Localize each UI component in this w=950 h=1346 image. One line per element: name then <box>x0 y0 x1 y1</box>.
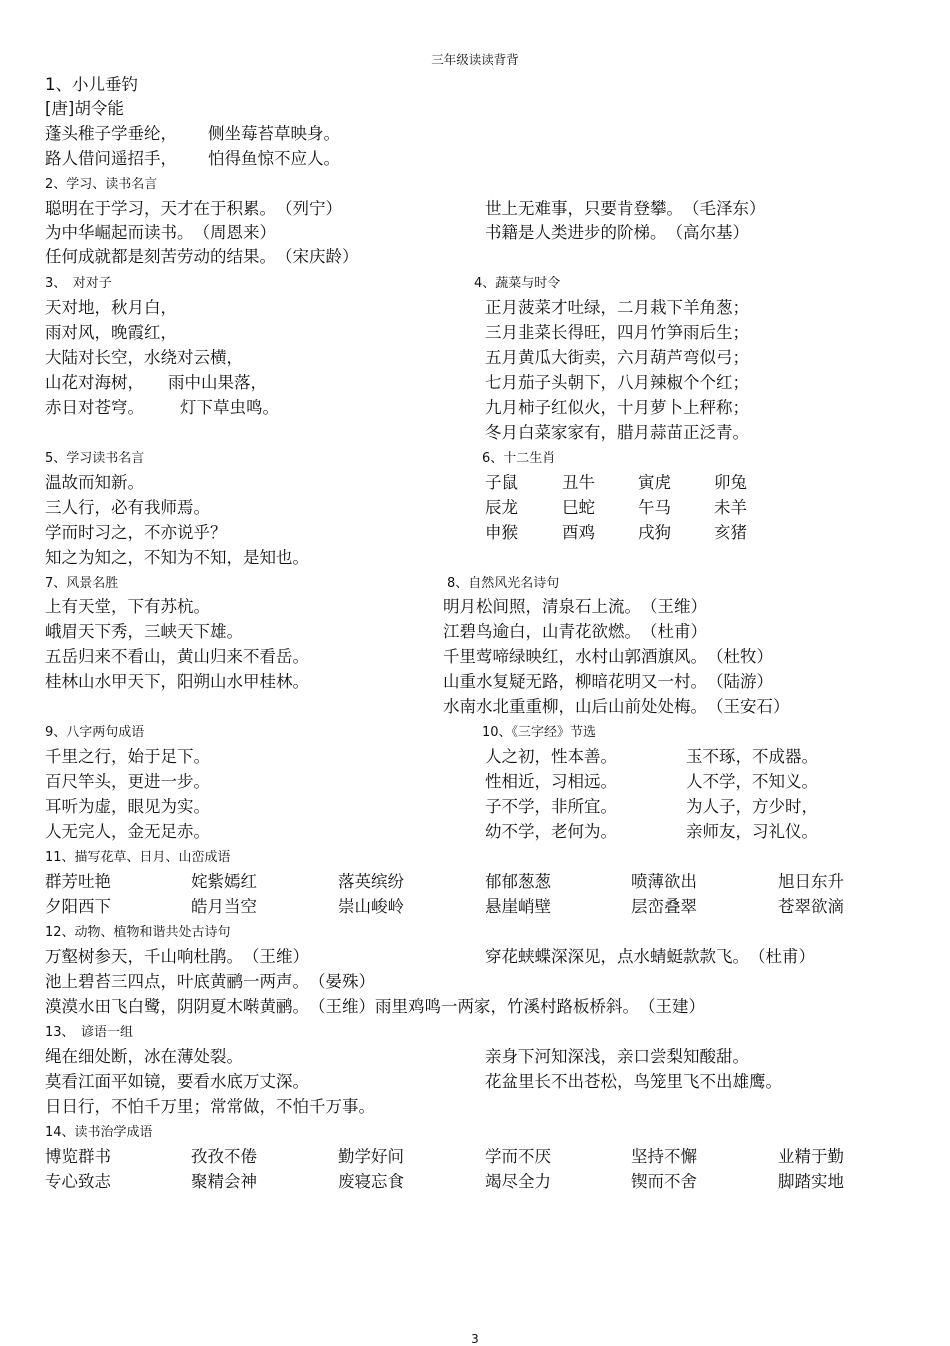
couplet-line: 灯下草虫鸣。 <box>180 398 279 417</box>
saying-line: 知之为知之，不知为不知，是知也。 <box>45 548 309 567</box>
classic-line: 子不学，非所宜。 <box>485 797 617 816</box>
classic-line: 玉不琢，不成器。 <box>686 747 818 766</box>
idiom-item: 旭日东升 <box>778 872 844 891</box>
poem-title: 1、小儿垂钓 <box>45 75 138 94</box>
poem-author: [唐]胡令能 <box>45 99 124 118</box>
idiom-item: 学而不厌 <box>485 1147 551 1166</box>
proverb-line: 日日行，不怕千万里；常常做，不怕千万事。 <box>45 1097 375 1116</box>
idiom-item: 坚持不懈 <box>631 1147 697 1166</box>
idiom-item: 姹紫嫣红 <box>191 872 257 891</box>
idiom-item: 崇山峻岭 <box>338 897 404 916</box>
idiom-item: 郁郁葱葱 <box>485 872 551 891</box>
page-title: 三年级读读背背 <box>431 52 519 67</box>
section-heading: 4、蔬菜与时令 <box>474 276 561 291</box>
idiom-item: 夕阳西下 <box>45 897 111 916</box>
proverb-line: 绳在细处断，冰在薄处裂。 <box>45 1047 243 1066</box>
verse-line: 万壑树参天，千山响杜鹃。 （王维） <box>45 947 309 966</box>
quote-line: 任何成就都是刻苦劳动的结果。 （宋庆龄） <box>45 247 359 266</box>
zodiac-item: 子鼠 <box>485 473 518 492</box>
couplet-line: 赤日对苍穹。 <box>45 398 144 417</box>
rhyme-line: 七月茄子头朝下，八月辣椒个个红； <box>485 373 749 392</box>
section-heading: 3、 对对子 <box>45 276 112 291</box>
idiom-item: 废寝忘食 <box>338 1172 404 1191</box>
zodiac-item: 巳蛇 <box>562 498 595 517</box>
couplet-line: 雨对风，晚霞红， <box>45 323 177 342</box>
idiom-item: 业精于勤 <box>778 1147 844 1166</box>
idiom-line: 人无完人，金无足赤。 <box>45 822 210 841</box>
idiom-item: 悬崖峭壁 <box>485 897 551 916</box>
poem-line: 路人借问遥招手， <box>45 149 177 168</box>
quote-line: 世上无难事，只要肯登攀。 （毛泽东） <box>485 199 766 218</box>
section-heading: 10、《三字经》节选 <box>482 725 597 740</box>
idiom-item: 专心致志 <box>45 1172 111 1191</box>
classic-line: 幼不学，老何为。 <box>485 822 617 841</box>
proverb-line: 花盆里长不出苍松，鸟笼里飞不出雄鹰。 <box>485 1072 782 1091</box>
idiom-item: 聚精会神 <box>191 1172 257 1191</box>
classic-line: 人之初，性本善。 <box>485 747 617 766</box>
verse-line: 穿花蛱蝶深深见，点水蜻蜓款款飞。 （杜甫） <box>485 947 815 966</box>
idiom-item: 群芳吐艳 <box>45 872 111 891</box>
section-heading: 9、八字两句成语 <box>45 725 145 740</box>
idiom-line: 百尺竿头，更进一步。 <box>45 772 210 791</box>
idiom-item: 皓月当空 <box>191 897 257 916</box>
zodiac-item: 申猴 <box>485 523 518 542</box>
poem-line: 侧坐莓苔草映身。 <box>208 124 340 143</box>
idiom-item: 孜孜不倦 <box>191 1147 257 1166</box>
idiom-item: 苍翠欲滴 <box>778 897 844 916</box>
zodiac-item: 卯兔 <box>714 473 747 492</box>
section-heading: 2、学习、读书名言 <box>45 177 158 192</box>
idiom-item: 锲而不舍 <box>631 1172 697 1191</box>
idiom-item: 落英缤纷 <box>338 872 404 891</box>
section-heading: 13、 谚语一组 <box>45 1025 134 1040</box>
couplet-line: 天对地，秋月白， <box>45 298 177 317</box>
classic-line: 亲师友，习礼仪。 <box>686 822 818 841</box>
section-heading: 11、描写花草、日月、山峦成语 <box>45 850 231 865</box>
verse-line: 明月松间照，清泉石上流。 （王维） <box>443 597 707 616</box>
verse-line: 水南水北重重柳，山后山前处处梅。 （王安石） <box>443 697 790 716</box>
page-number: 3 <box>471 1332 479 1346</box>
saying-line: 温故而知新。 <box>45 473 144 492</box>
zodiac-item: 丑牛 <box>562 473 595 492</box>
couplet-line: 山花对海树， <box>45 373 144 392</box>
section-heading: 12、动物、植物和谐共处古诗句 <box>45 925 231 940</box>
section-heading: 5、学习读书名言 <box>45 451 145 466</box>
proverb-line: 莫看江面平如镜，要看水底万丈深。 <box>45 1072 309 1091</box>
zodiac-item: 午马 <box>638 498 671 517</box>
scenery-line: 五岳归来不看山，黄山归来不看岳。 <box>45 647 309 666</box>
verse-line: 千里莺啼绿映红，水村山郭酒旗风。 （杜牧） <box>443 647 773 666</box>
couplet-line: 雨中山果落， <box>168 373 267 392</box>
verse-line: 漠漠水田飞白鹭，阴阴夏木啭黄鹂。 （王维）雨里鸡鸣一两家，竹溪村路板桥斜。 （王建） <box>45 997 705 1016</box>
rhyme-line: 三月韭菜长得旺，四月竹笋雨后生； <box>485 323 749 342</box>
classic-line: 为人子，方少时， <box>686 797 818 816</box>
poem-line: 怕得鱼惊不应人。 <box>208 149 340 168</box>
section-heading: 14、读书治学成语 <box>45 1125 153 1140</box>
quote-line: 聪明在于学习，天才在于积累。 （列宁） <box>45 199 342 218</box>
zodiac-item: 辰龙 <box>485 498 518 517</box>
rhyme-line: 正月菠菜才吐绿，二月栽下羊角葱； <box>485 298 749 317</box>
rhyme-line: 九月柿子红似火，十月萝卜上秤称； <box>485 398 749 417</box>
scenery-line: 桂林山水甲天下，阳朔山水甲桂林。 <box>45 672 309 691</box>
rhyme-line: 冬月白菜家家有，腊月蒜苗正泛青。 <box>485 423 749 442</box>
poem-line: 蓬头稚子学垂纶， <box>45 124 177 143</box>
quote-line: 为中华崛起而读书。 （周恩来） <box>45 223 276 242</box>
idiom-item: 博览群书 <box>45 1147 111 1166</box>
section-heading: 8、自然风光名诗句 <box>447 576 560 591</box>
section-heading: 7、风景名胜 <box>45 576 119 591</box>
idiom-line: 耳听为虚，眼见为实。 <box>45 797 210 816</box>
classic-line: 性相近，习相远。 <box>485 772 617 791</box>
scenery-line: 峨眉天下秀，三峡天下雄。 <box>45 622 243 641</box>
idiom-item: 层峦叠翠 <box>631 897 697 916</box>
zodiac-item: 戌狗 <box>638 523 671 542</box>
zodiac-item: 酉鸡 <box>562 523 595 542</box>
zodiac-item: 亥猪 <box>714 523 747 542</box>
verse-line: 江碧鸟逾白，山青花欲燃。 （杜甫） <box>443 622 707 641</box>
idiom-item: 脚踏实地 <box>778 1172 844 1191</box>
saying-line: 三人行，必有我师焉。 <box>45 498 210 517</box>
saying-line: 学而时习之，不亦说乎？ <box>45 523 227 542</box>
idiom-item: 勤学好问 <box>338 1147 404 1166</box>
zodiac-item: 寅虎 <box>638 473 671 492</box>
idiom-item: 喷薄欲出 <box>631 872 697 891</box>
classic-line: 人不学，不知义。 <box>686 772 818 791</box>
verse-line: 山重水复疑无路，柳暗花明又一村。 （陆游） <box>443 672 773 691</box>
zodiac-item: 未羊 <box>714 498 747 517</box>
verse-line: 池上碧苔三四点，叶底黄鹂一两声。 （晏殊） <box>45 972 375 991</box>
section-heading: 6、十二生肖 <box>482 451 556 466</box>
rhyme-line: 五月黄瓜大街卖，六月葫芦弯似弓； <box>485 348 749 367</box>
idiom-line: 千里之行，始于足下。 <box>45 747 210 766</box>
proverb-line: 亲身下河知深浅，亲口尝梨知酸甜。 <box>485 1047 749 1066</box>
scenery-line: 上有天堂，下有苏杭。 <box>45 597 210 616</box>
idiom-item: 竭尽全力 <box>485 1172 551 1191</box>
couplet-line: 大陆对长空，水绕对云横， <box>45 348 243 367</box>
quote-line: 书籍是人类进步的阶梯。 （高尔基） <box>485 223 749 242</box>
